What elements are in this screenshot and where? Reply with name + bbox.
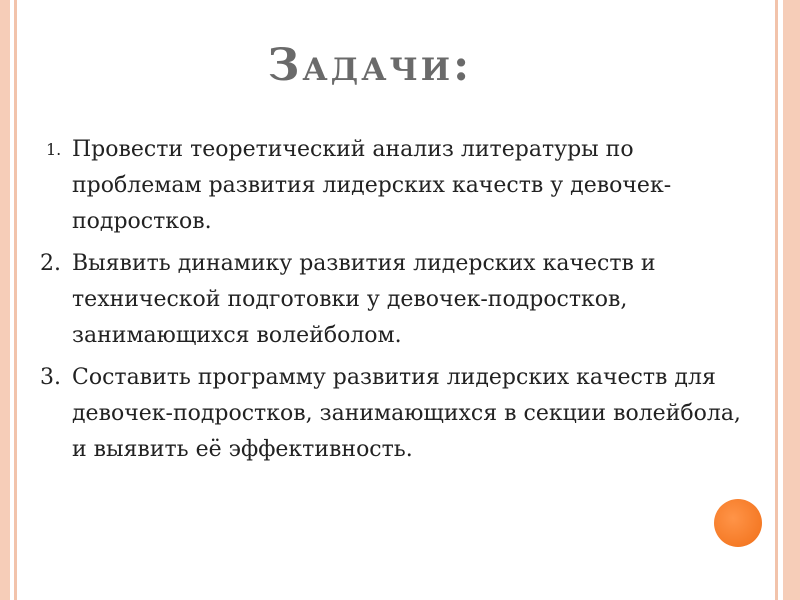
decorative-orange-circle xyxy=(714,499,762,547)
task-item-2 xyxy=(40,246,760,354)
task-item-1 xyxy=(40,132,760,240)
task-text: Выявить динамику развития лидерских качеств и технической подготовки у девочек-подростков, занимающихся волейболом. xyxy=(72,251,656,348)
task-number: 3. xyxy=(40,365,61,390)
task-text: Провести теоретический анализ литературы по проблемам развития лидерских качеств у девочек-подростков. xyxy=(72,137,672,234)
task-text: Составить программу развития лидерских качеств для девочек-подростков, занимающихся в секции волейбола, и выявить её эффективность. xyxy=(72,365,741,462)
slide-title: Задачи: xyxy=(267,40,473,91)
right-border-thin-stripe xyxy=(775,0,778,600)
right-border-stripe xyxy=(783,0,800,600)
task-list xyxy=(40,132,760,474)
task-number: 1. xyxy=(46,140,62,159)
task-item-3 xyxy=(40,360,760,468)
task-number: 2. xyxy=(40,251,61,276)
